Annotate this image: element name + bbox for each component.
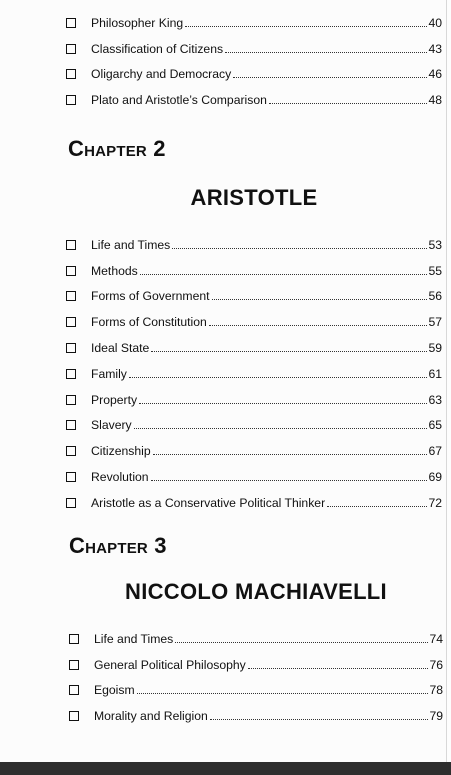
toc-entry-page: 48 bbox=[428, 93, 442, 108]
toc-entry-page: 76 bbox=[429, 657, 443, 672]
toc-entry-page: 78 bbox=[429, 683, 443, 698]
checkbox-bullet-icon bbox=[69, 634, 79, 644]
toc-entry bbox=[66, 355, 442, 381]
toc-entry-page: 57 bbox=[428, 315, 442, 330]
checkbox-bullet-icon bbox=[69, 685, 79, 695]
toc-entry-page: 56 bbox=[428, 289, 442, 304]
toc-entry-page: 79 bbox=[429, 709, 443, 724]
checkbox-bullet-icon bbox=[66, 420, 76, 430]
toc-entry bbox=[66, 56, 442, 82]
toc-entry-title: Property bbox=[91, 392, 138, 407]
toc-entry-page: 43 bbox=[428, 41, 442, 56]
toc-entry-title: Life and Times bbox=[91, 237, 171, 252]
checkbox-bullet-icon bbox=[66, 69, 76, 79]
dot-leader bbox=[129, 377, 428, 378]
toc-entry-title: Methods bbox=[91, 263, 138, 278]
dot-leader bbox=[137, 693, 429, 694]
checkbox-bullet-icon bbox=[66, 291, 76, 301]
toc-entry-page: 67 bbox=[428, 444, 442, 459]
toc-entry bbox=[66, 30, 442, 56]
toc-entry-title: Life and Times bbox=[94, 631, 174, 646]
dot-leader bbox=[210, 719, 429, 720]
toc-entry bbox=[66, 252, 442, 278]
toc-entry bbox=[69, 620, 443, 646]
toc-entry bbox=[66, 4, 442, 30]
dot-leader bbox=[248, 668, 429, 669]
viewer-bottom-bar bbox=[0, 762, 451, 775]
toc-entry-title: Ideal State bbox=[91, 340, 150, 355]
toc-entry-title: Philosopher King bbox=[91, 15, 184, 30]
toc-list-chapter-3 bbox=[69, 620, 443, 723]
toc-entry-title: Family bbox=[91, 366, 127, 381]
dot-leader bbox=[139, 403, 427, 404]
toc-entry bbox=[66, 278, 442, 304]
checkbox-bullet-icon bbox=[66, 446, 76, 456]
dot-leader bbox=[327, 506, 427, 507]
toc-entry-page: 63 bbox=[428, 392, 442, 407]
toc-list-chapter-1 bbox=[66, 4, 442, 107]
toc-entry-page: 59 bbox=[428, 340, 442, 355]
toc-entry-page: 40 bbox=[428, 15, 442, 30]
dot-leader bbox=[269, 103, 428, 104]
dot-leader bbox=[172, 248, 427, 249]
toc-entry-page: 72 bbox=[428, 495, 442, 510]
toc-entry bbox=[66, 329, 442, 355]
dot-leader bbox=[212, 299, 428, 300]
toc-entry-title: Forms of Constitution bbox=[91, 315, 207, 330]
toc-entry-title: General Political Philosophy bbox=[94, 657, 246, 672]
toc-entry-title: Citizenship bbox=[91, 444, 151, 459]
chapter-title: ARISTOTLE bbox=[190, 185, 318, 210]
toc-entry bbox=[66, 458, 442, 484]
toc-entry bbox=[66, 484, 442, 510]
checkbox-bullet-icon bbox=[66, 95, 76, 105]
checkbox-bullet-icon bbox=[66, 44, 76, 54]
toc-entry bbox=[66, 81, 442, 107]
dot-leader bbox=[151, 351, 427, 352]
dot-leader bbox=[151, 480, 428, 481]
toc-entry-page: 46 bbox=[428, 67, 442, 82]
toc-entry-page: 65 bbox=[428, 418, 442, 433]
dot-leader bbox=[185, 26, 427, 27]
dot-leader bbox=[153, 454, 428, 455]
dot-leader bbox=[233, 77, 427, 78]
checkbox-bullet-icon bbox=[66, 369, 76, 379]
toc-entry-title: Revolution bbox=[91, 469, 149, 484]
checkbox-bullet-icon bbox=[66, 343, 76, 353]
toc-entry-title: Plato and Aristotle’s Comparison bbox=[91, 93, 267, 108]
toc-entry bbox=[69, 697, 443, 723]
checkbox-bullet-icon bbox=[66, 18, 76, 28]
toc-entry bbox=[66, 381, 442, 407]
dot-leader bbox=[134, 428, 428, 429]
dot-leader bbox=[209, 325, 428, 326]
checkbox-bullet-icon bbox=[66, 240, 76, 250]
dot-leader bbox=[175, 642, 428, 643]
checkbox-bullet-icon bbox=[69, 660, 79, 670]
dot-leader bbox=[225, 52, 427, 53]
toc-entry bbox=[66, 407, 442, 433]
toc-entry-title: Aristotle as a Conservative Political Thinker bbox=[91, 495, 326, 510]
toc-entry bbox=[69, 672, 443, 698]
toc-list-chapter-2 bbox=[66, 226, 442, 510]
toc-entry-page: 69 bbox=[428, 469, 442, 484]
toc-entry-title: Slavery bbox=[91, 418, 132, 433]
toc-entry-page: 61 bbox=[428, 366, 442, 381]
toc-entry bbox=[69, 646, 443, 672]
dot-leader bbox=[140, 274, 428, 275]
toc-entry bbox=[66, 432, 442, 458]
checkbox-bullet-icon bbox=[66, 395, 76, 405]
chapter-label: Chapter 2 bbox=[68, 136, 166, 161]
toc-entry-title: Classification of Citizens bbox=[91, 41, 224, 56]
toc-entry bbox=[66, 226, 442, 252]
toc-entry-title: Forms of Government bbox=[91, 289, 210, 304]
chapter-label: Chapter 3 bbox=[69, 533, 167, 558]
checkbox-bullet-icon bbox=[66, 498, 76, 508]
toc-entry-page: 55 bbox=[428, 263, 442, 278]
checkbox-bullet-icon bbox=[69, 711, 79, 721]
toc-entry bbox=[66, 303, 442, 329]
toc-entry-title: Egoism bbox=[94, 683, 135, 698]
toc-entry-page: 53 bbox=[428, 237, 442, 252]
chapter-title: NICCOLO MACHIAVELLI bbox=[125, 579, 387, 604]
toc-entry-page: 74 bbox=[429, 631, 443, 646]
checkbox-bullet-icon bbox=[66, 317, 76, 327]
toc-entry-title: Oligarchy and Democracy bbox=[91, 67, 232, 82]
checkbox-bullet-icon bbox=[66, 472, 76, 482]
checkbox-bullet-icon bbox=[66, 266, 76, 276]
toc-entry-title: Morality and Religion bbox=[94, 709, 208, 724]
